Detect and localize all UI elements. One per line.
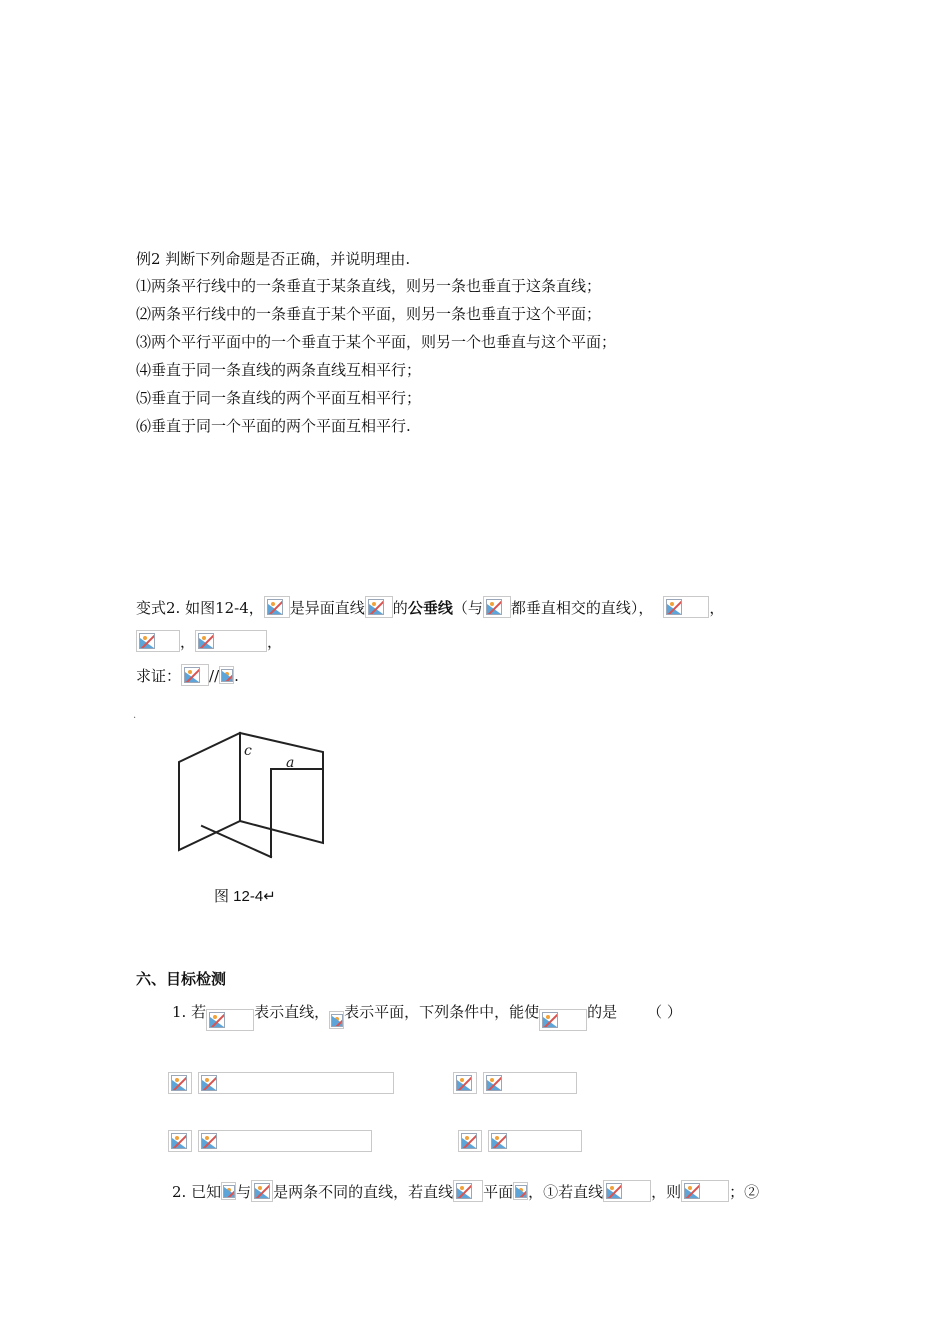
broken-image-icon [453, 1180, 483, 1202]
broken-image-icon [488, 1130, 582, 1152]
broken-image-icon [198, 1072, 394, 1094]
broken-image-icon [681, 1180, 729, 1202]
example-title: 例2 判断下列命题是否正确，并说明理由. [136, 250, 411, 268]
line-a [271, 769, 322, 857]
option-c [168, 1130, 372, 1152]
broken-image-icon [458, 1130, 482, 1152]
broken-image-icon [219, 666, 234, 684]
example-item-2: ⑵两条平行线中的一条垂直于某个平面，则另一条也垂直于这个平面； [136, 305, 602, 323]
broken-image-icon [195, 630, 267, 652]
stray-dot: . [133, 710, 137, 721]
crossing-line [202, 826, 271, 857]
broken-image-icon [663, 596, 709, 618]
broken-image-icon [181, 664, 209, 686]
figure-12-4-diagram [170, 725, 340, 865]
label-c: c [244, 743, 252, 759]
broken-image-icon [365, 596, 393, 618]
broken-image-icon [264, 596, 290, 618]
figure-caption: 图 12-4↵ [214, 888, 276, 905]
example-item-5: ⑸垂直于同一条直线的两个平面互相平行； [136, 389, 422, 407]
broken-image-icon [453, 1072, 477, 1094]
broken-image-icon [198, 1130, 372, 1152]
broken-image-icon [513, 1182, 528, 1200]
broken-image-icon [168, 1072, 192, 1094]
example-item-3: ⑶两个平行平面中的一个垂直于某个平面，则另一个也垂直与这个平面； [136, 333, 617, 351]
section-heading: 六、目标检测 [136, 970, 227, 988]
question-2: 2. 已知 与 是两条不同的直线，若直线 平面 ，①若直线 ，则 ；② [172, 1180, 759, 1202]
option-a [168, 1072, 394, 1094]
variant-line-2: ， ， [136, 630, 282, 652]
broken-image-icon [251, 1180, 273, 1202]
example-item-1: ⑴两条平行线中的一条垂直于某条直线，则另一条也垂直于这条直线； [136, 277, 602, 295]
left-plane [179, 733, 240, 850]
broken-image-icon [539, 1009, 587, 1031]
broken-image-icon [603, 1180, 651, 1202]
broken-image-icon [168, 1130, 192, 1152]
common-perpendicular-term: 公垂线 [407, 599, 453, 617]
prove-line: 求证： // . [136, 664, 239, 686]
option-b [453, 1072, 577, 1094]
broken-image-icon [483, 596, 511, 618]
broken-image-icon [329, 1011, 344, 1029]
right-plane [240, 733, 323, 843]
question-1: 1. 若 表示直线， 表示平面，下列条件中，能使 的是 （ ） [172, 1002, 682, 1031]
variant-line-1: 变式2. 如图12-4， 是异面直线 的公垂线（与 都垂直相交的直线）， ， [136, 596, 724, 618]
example-item-6: ⑹垂直于同一个平面的两个平面互相平行. [136, 417, 411, 435]
broken-image-icon [221, 1182, 236, 1200]
example-item-4: ⑷垂直于同一条直线的两条直线互相平行； [136, 361, 422, 379]
label-a: a [286, 755, 295, 771]
broken-image-icon [136, 630, 180, 652]
broken-image-icon [206, 1009, 254, 1031]
option-d [458, 1130, 582, 1152]
broken-image-icon [483, 1072, 577, 1094]
